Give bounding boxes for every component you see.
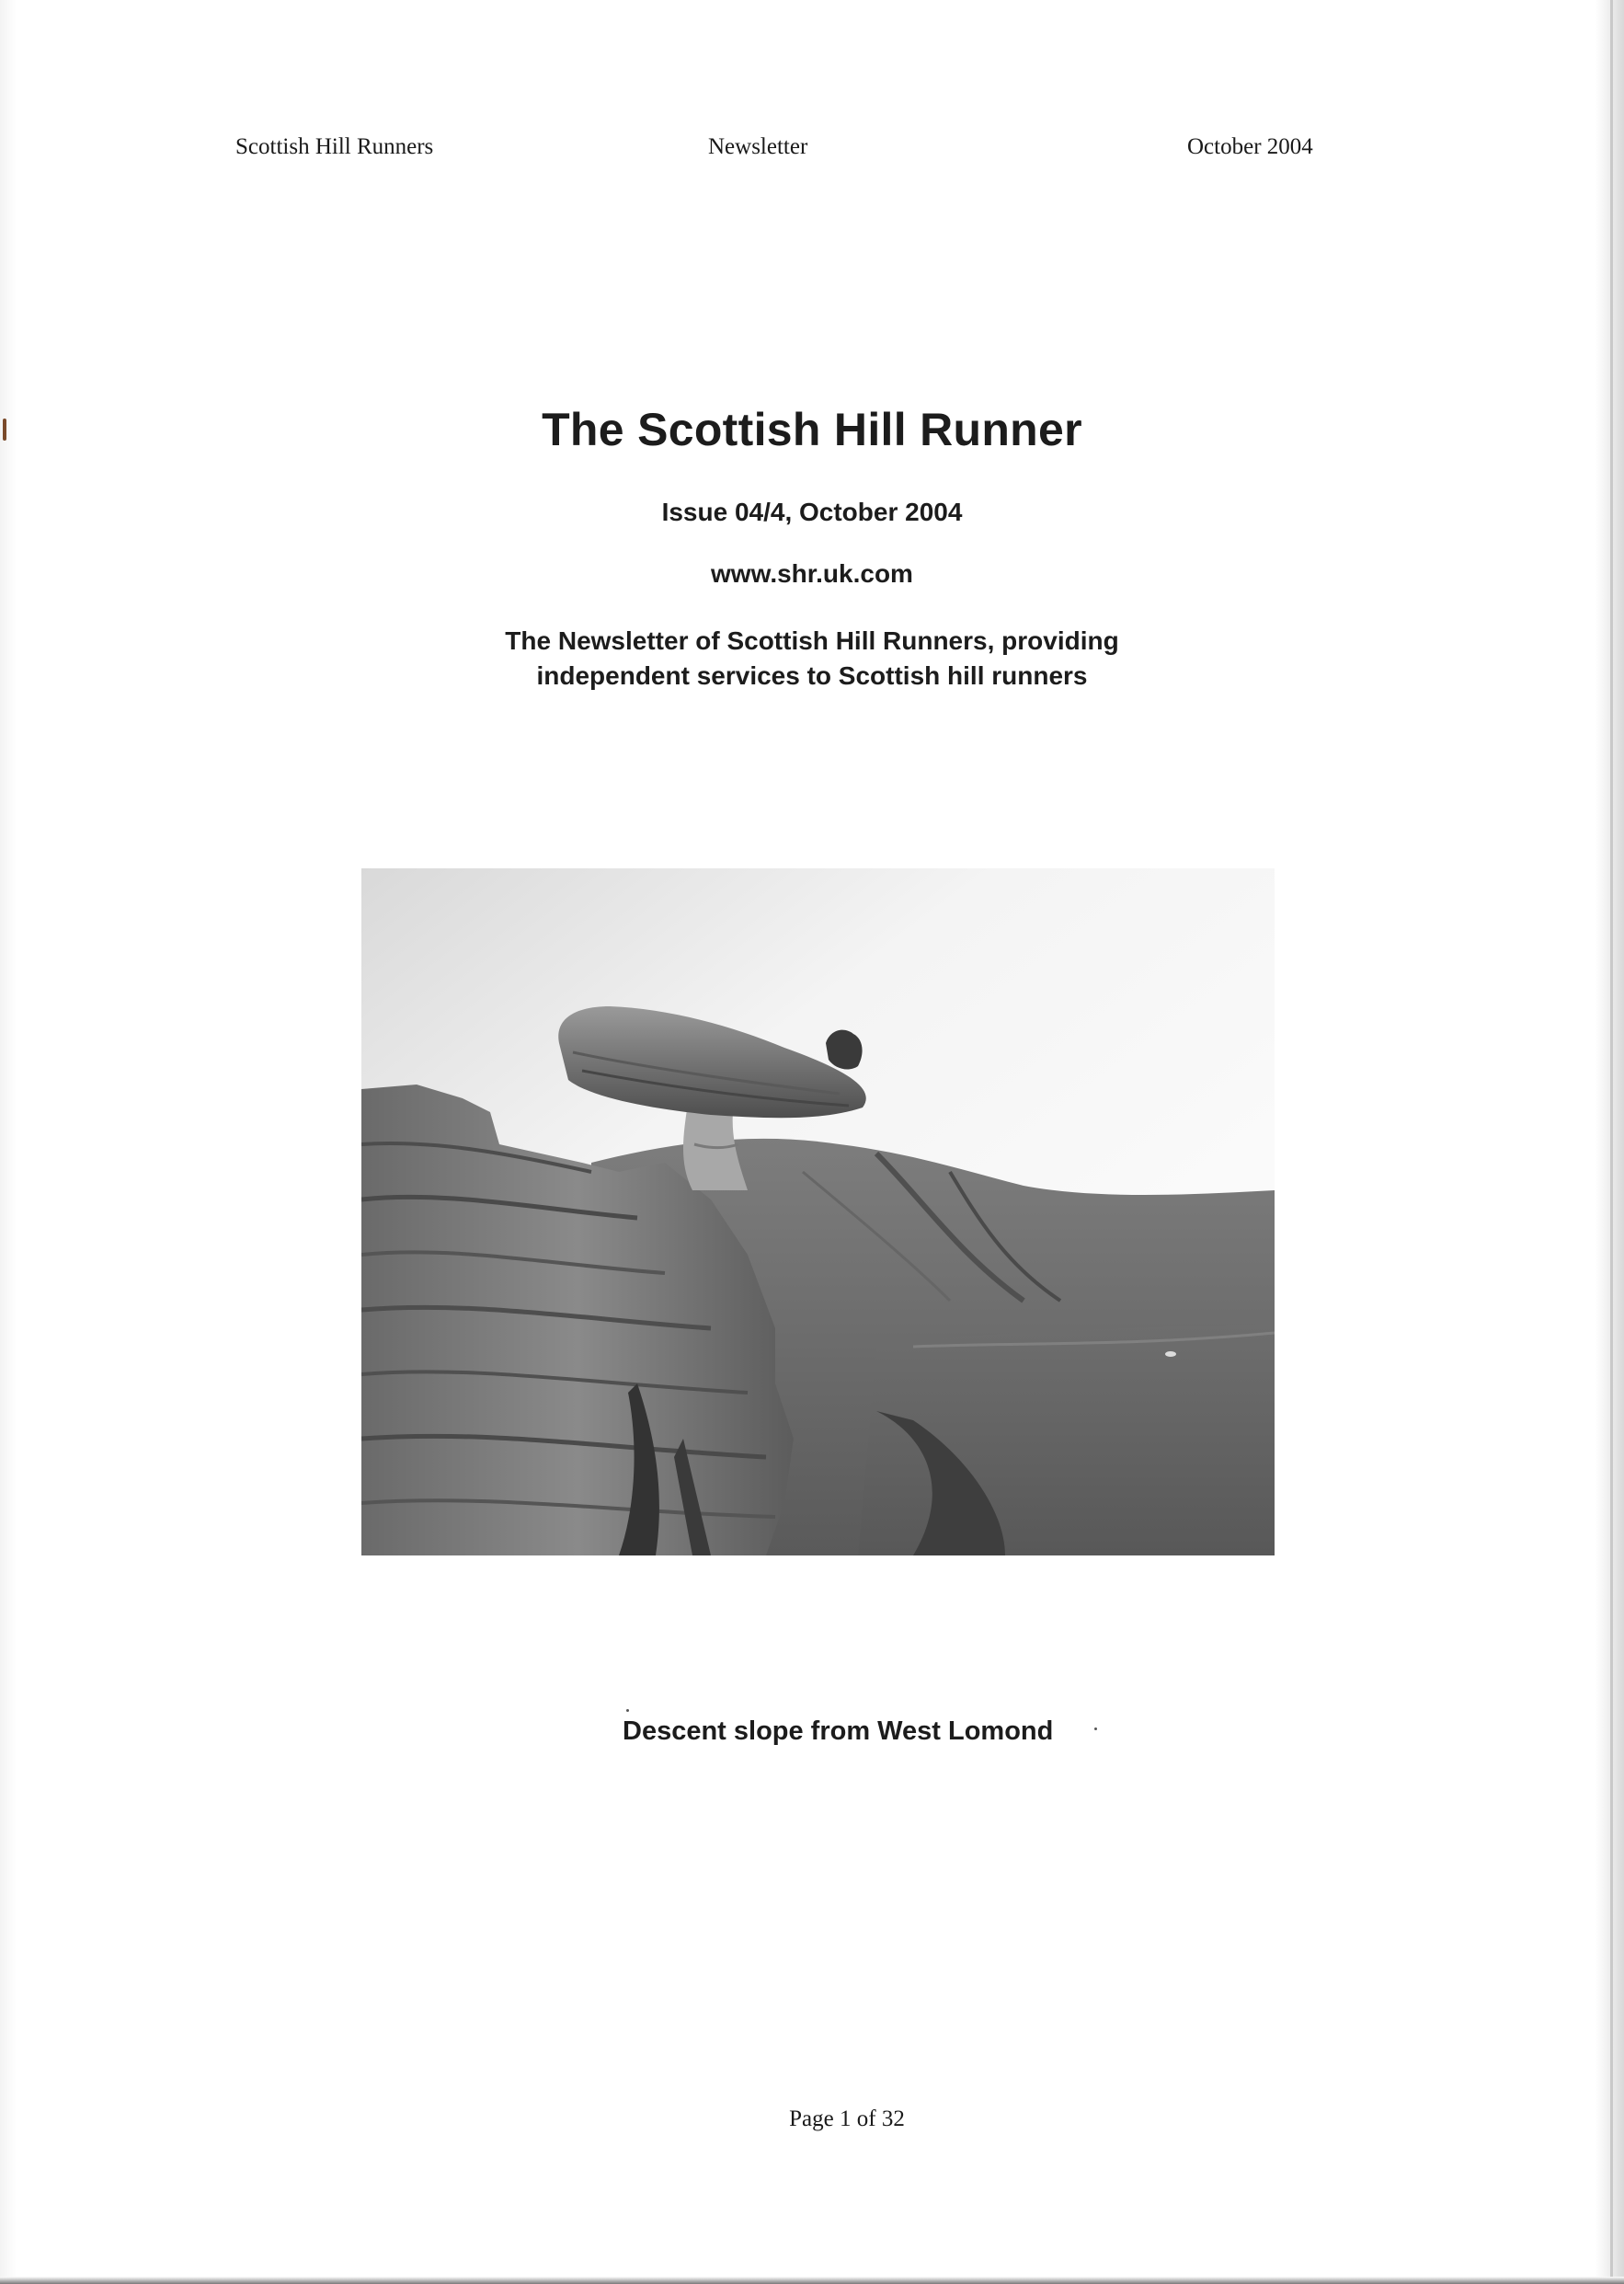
header-publication-type: Newsletter — [708, 134, 808, 159]
website-url: www.shr.uk.com — [711, 559, 913, 588]
cover-photo — [361, 868, 1275, 1555]
page-bottom-edge — [0, 2277, 1624, 2284]
header-date: October 2004 — [1187, 134, 1313, 159]
running-header — [0, 134, 1624, 171]
page-number: Page 1 of 32 — [789, 2106, 905, 2131]
scan-speck — [1094, 1727, 1097, 1730]
tagline-line-2: independent services to Scottish hill runners — [536, 661, 1088, 690]
header-organisation: Scottish Hill Runners — [235, 134, 434, 159]
rock-landscape-image — [361, 868, 1275, 1555]
photo-caption: Descent slope from West Lomond — [623, 1716, 1054, 1746]
newsletter-title: The Scottish Hill Runner — [542, 404, 1082, 455]
tagline-line-1: The Newsletter of Scottish Hill Runners, providing — [505, 626, 1119, 655]
tagline — [0, 624, 1624, 694]
issue-line: Issue 04/4, October 2004 — [661, 498, 963, 526]
page-right-edge — [1610, 0, 1613, 2284]
scan-speck — [626, 1709, 629, 1712]
